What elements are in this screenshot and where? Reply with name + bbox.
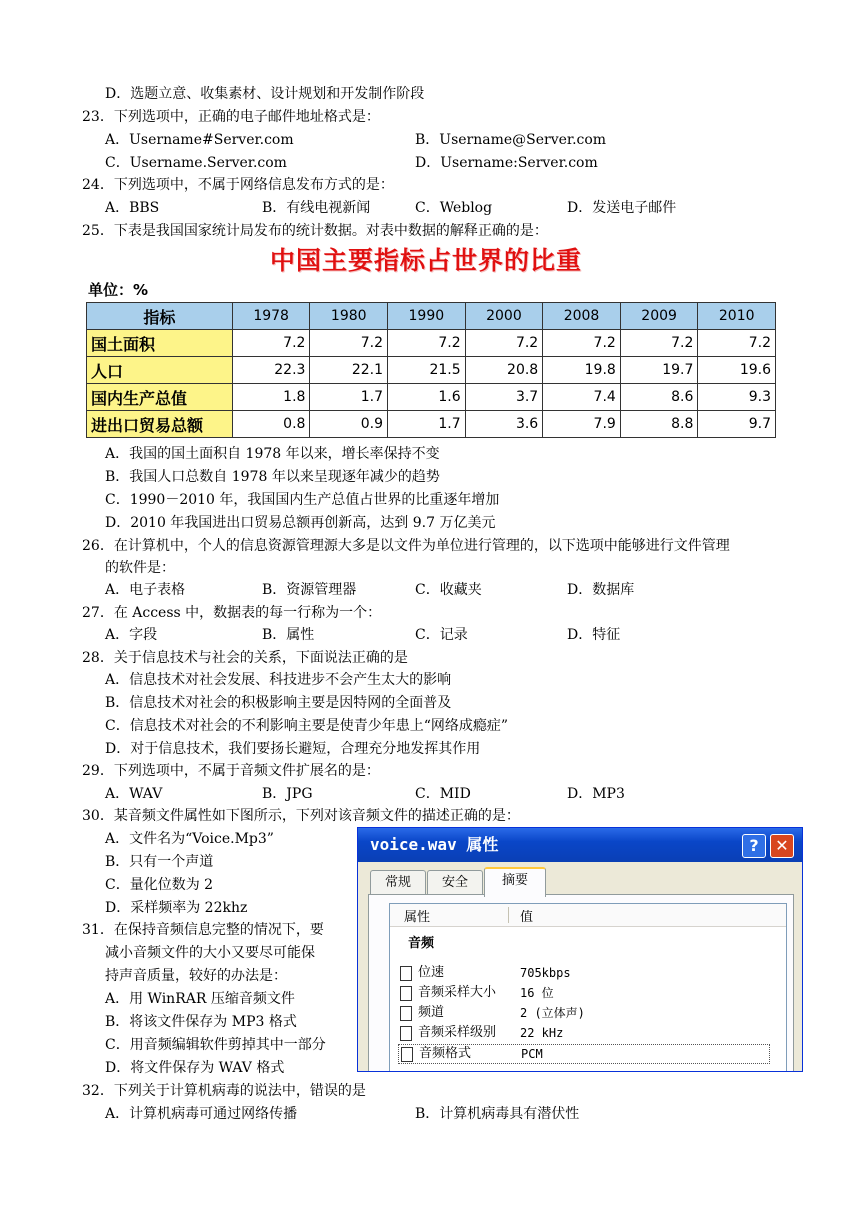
table-cell: 8.8: [620, 411, 698, 438]
row-label: 国土面积: [87, 330, 233, 357]
q26-stem-cont: 的软件是：: [105, 560, 175, 576]
q28-option-b: B．信息技术对社会的积极影响主要是因特网的全面普及: [105, 695, 452, 711]
table-row: [87, 411, 776, 438]
header-year: 1990: [388, 303, 466, 330]
table-cell: 22.3: [232, 357, 310, 384]
q31-option-d: D．将文件保存为 WAV 格式: [105, 1060, 285, 1076]
table-row: [87, 384, 776, 411]
property-name: 频道: [418, 1005, 445, 1020]
q25-option-d: D．2010 年我国进出口贸易总额再创新高，达到 9.7 万亿美元: [105, 515, 496, 531]
file-icon: [400, 986, 412, 1001]
properties-dialog: [357, 827, 803, 1072]
q24-option-b: B．有线电视新闻: [262, 200, 371, 216]
q29-option-d: D．MP3: [567, 786, 625, 802]
dialog-title-bar: [358, 828, 802, 862]
table-cell: 1.6: [388, 384, 466, 411]
property-list: [389, 903, 787, 1072]
table-cell: 7.2: [310, 330, 388, 357]
q32-option-b: B．计算机病毒具有潜伏性: [415, 1106, 580, 1122]
q27-option-c: C．记录: [415, 627, 468, 643]
property-row-selected[interactable]: [398, 1044, 770, 1064]
table-cell: 1.7: [388, 411, 466, 438]
q29-option-b: B．JPG: [262, 786, 313, 802]
table-cell: 1.8: [232, 384, 310, 411]
q25-option-b: B．我国人口总数自 1978 年以来呈现逐年减少的趋势: [105, 469, 440, 485]
header-year: 2008: [543, 303, 621, 330]
q23-option-c: C．Username.Server.com: [105, 155, 287, 171]
q26-option-c: C．收藏夹: [415, 582, 482, 598]
table-cell: 1.7: [310, 384, 388, 411]
q27-stem: 27．在 Access 中，数据表的每一行称为一个：: [82, 605, 382, 621]
q31-option-b: B．将该文件保存为 MP3 格式: [105, 1014, 297, 1030]
table-cell: 8.6: [620, 384, 698, 411]
property-row[interactable]: [398, 964, 778, 982]
table-cell: 9.3: [698, 384, 776, 411]
dialog-title: voice.wav 属性: [370, 835, 499, 854]
header-year: 1978: [232, 303, 310, 330]
table-cell: 0.8: [232, 411, 310, 438]
property-value: 22 kHz: [520, 1026, 564, 1040]
table-row: [87, 357, 776, 384]
tab-security[interactable]: 安全: [427, 870, 483, 895]
column-value[interactable]: 值: [520, 910, 534, 925]
q32-option-a: A．计算机病毒可通过网络传播: [105, 1106, 298, 1122]
close-button[interactable]: ✕: [770, 834, 794, 858]
table-cell: 7.9: [543, 411, 621, 438]
q26-option-d: D．数据库: [567, 582, 635, 598]
table-cell: 7.4: [543, 384, 621, 411]
header-year: 1980: [310, 303, 388, 330]
file-icon: [400, 1006, 412, 1021]
q23-option-d: D．Username:Server.com: [415, 155, 598, 171]
q32-stem: 32．下列关于计算机病毒的说法中，错误的是: [82, 1083, 366, 1099]
q25-option-a: A．我国的国土面积自 1978 年以来，增长率保持不变: [105, 446, 440, 462]
table-cell: 7.2: [388, 330, 466, 357]
row-label: 进出口贸易总额: [87, 411, 233, 438]
property-row[interactable]: [398, 984, 778, 1002]
q29-option-c: C．MID: [415, 786, 471, 802]
file-icon: [400, 1026, 412, 1041]
file-icon: [400, 966, 412, 981]
q24-option-a: A．BBS: [105, 200, 160, 216]
table-cell: 7.2: [698, 330, 776, 357]
q30-option-d: D．采样频率为 22khz: [105, 900, 248, 916]
table-cell: 7.2: [232, 330, 310, 357]
table-title: 中国主要指标占世界的比重: [270, 246, 583, 275]
property-name: 音频采样级别: [418, 1025, 497, 1040]
q23-option-a: A．Username#Server.com: [105, 132, 294, 148]
q25-option-c: C．1990－2010 年，我国国内生产总值占世界的比重逐年增加: [105, 492, 500, 508]
q23-stem: 23．下列选项中，正确的电子邮件地址格式是：: [82, 109, 380, 125]
table-cell: 19.8: [543, 357, 621, 384]
column-property[interactable]: 属性: [404, 910, 431, 925]
q30-option-a: A．文件名为“Voice.Mp3”: [105, 831, 274, 847]
table-cell: 21.5: [388, 357, 466, 384]
table-row: [87, 330, 776, 357]
property-value: 16 位: [520, 986, 554, 1000]
q25-stem: 25．下表是我国国家统计局发布的统计数据。对表中数据的解释正确的是：: [82, 223, 548, 239]
q29-option-a: A．WAV: [105, 786, 163, 802]
property-name: 位速: [418, 965, 445, 980]
tab-general[interactable]: 常规: [370, 870, 426, 895]
table-cell: 9.7: [698, 411, 776, 438]
table-cell: 20.8: [465, 357, 543, 384]
q29-stem: 29．下列选项中，不属于音频文件扩展名的是：: [82, 763, 380, 779]
q31-option-a: A．用 WinRAR 压缩音频文件: [105, 991, 295, 1007]
q27-option-d: D．特征: [567, 627, 621, 643]
q28-stem: 28．关于信息技术与社会的关系，下面说法正确的是: [82, 650, 408, 666]
property-row[interactable]: [398, 1004, 778, 1022]
property-name: 音频格式: [419, 1046, 472, 1061]
property-value: 705kbps: [520, 966, 571, 980]
property-value: 2 (立体声): [520, 1006, 585, 1020]
header-year: 2009: [620, 303, 698, 330]
q31-stem-cont: 减小音频文件的大小又要尽可能保: [105, 945, 315, 961]
property-value: PCM: [521, 1047, 543, 1061]
q28-option-a: A．信息技术对社会发展、科技进步不会产生太大的影响: [105, 672, 452, 688]
q24-stem: 24．下列选项中，不属于网络信息发布方式的是：: [82, 177, 394, 193]
q30-option-c: C．量化位数为 2: [105, 877, 214, 893]
q30-stem: 30．某音频文件属性如下图所示，下列对该音频文件的描述正确的是：: [82, 808, 520, 824]
q26-stem: 26．在计算机中，个人的信息资源管理源大多是以文件为单位进行管理的，以下选项中能够进行文件管理: [82, 538, 730, 554]
table-cell: 0.9: [310, 411, 388, 438]
summary-panel: [368, 894, 794, 1072]
q24-option-c: C．Weblog: [415, 200, 493, 216]
group-audio: 音频: [408, 936, 435, 951]
header-indicator: 指标: [87, 303, 233, 330]
header-year: 2000: [465, 303, 543, 330]
row-label: 人口: [87, 357, 233, 384]
property-row[interactable]: [398, 1024, 778, 1042]
table-cell: 19.6: [698, 357, 776, 384]
q31-stem: 31．在保持音频信息完整的情况下，要: [82, 922, 324, 938]
table-cell: 3.6: [465, 411, 543, 438]
file-icon: [401, 1047, 413, 1062]
q22-option-d: D．选题立意、收集素材、设计规划和开发制作阶段: [105, 86, 425, 102]
list-header: [390, 904, 786, 927]
table-cell: 19.7: [620, 357, 698, 384]
help-button[interactable]: ?: [742, 834, 766, 858]
statistics-table: [86, 302, 776, 438]
q31-stem-cont: 持声音质量，较好的办法是：: [105, 968, 287, 984]
table-cell: 22.1: [310, 357, 388, 384]
q27-option-b: B．属性: [262, 627, 315, 643]
q31-option-c: C．用音频编辑软件剪掉其中一部分: [105, 1037, 326, 1053]
tab-summary[interactable]: 摘要: [484, 867, 546, 897]
table-cell: 7.2: [465, 330, 543, 357]
row-label: 国内生产总值: [87, 384, 233, 411]
q28-option-c: C．信息技术对社会的不利影响主要是使青少年患上“网络成瘾症”: [105, 718, 509, 734]
q28-option-d: D．对于信息技术，我们要扬长避短，合理充分地发挥其作用: [105, 741, 481, 757]
q30-option-b: B．只有一个声道: [105, 854, 214, 870]
table-header-row: [87, 303, 776, 330]
q27-option-a: A．字段: [105, 627, 158, 643]
header-year: 2010: [698, 303, 776, 330]
q24-option-d: D．发送电子邮件: [567, 200, 677, 216]
q26-option-b: B．资源管理器: [262, 582, 357, 598]
property-name: 音频采样大小: [418, 985, 497, 1000]
table-cell: 7.2: [620, 330, 698, 357]
table-cell: 7.2: [543, 330, 621, 357]
table-cell: 3.7: [465, 384, 543, 411]
q23-option-b: B．Username@Server.com: [415, 132, 607, 148]
column-separator[interactable]: [508, 907, 509, 923]
q26-option-a: A．电子表格: [105, 582, 186, 598]
table-unit: 单位：%: [88, 281, 149, 299]
